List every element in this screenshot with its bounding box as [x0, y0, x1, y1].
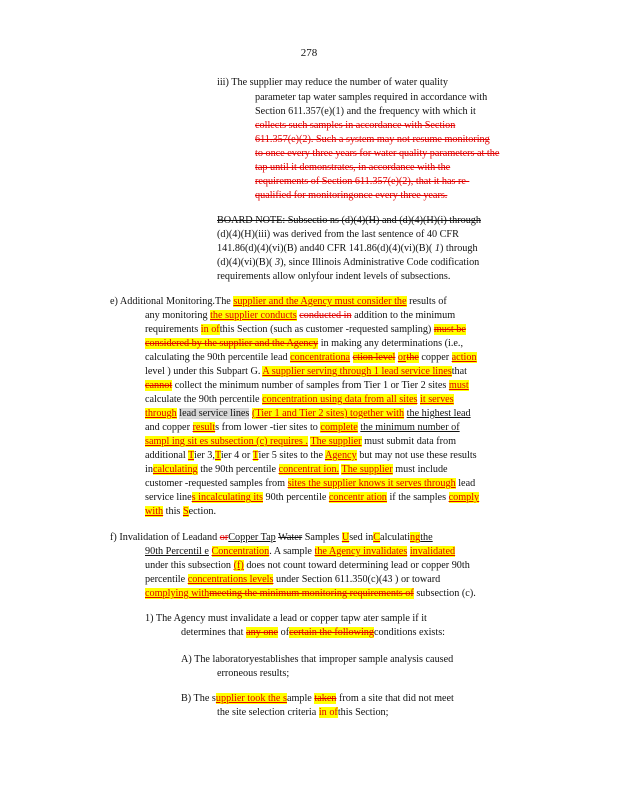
f-line-2: 90th Percentil e Concentration. A sample the Agency invalidates invalidated — [145, 546, 456, 557]
board-note-line-3: 141.86(d)(4)(vi)(B) and40 CFR 141.86(d)(4)(vi)(B)( 1) through — [217, 243, 478, 254]
iii-line-5-deleted: 611.357(e)(2). Such a system may not resume monitoring — [255, 134, 490, 145]
iii-line-8-deleted: requirements of Section 611.357(e)(2), that it has re- — [255, 176, 470, 187]
e-line-10: and copper results from lower -tier sites to complete the minimum number of — [145, 422, 460, 433]
fB-line-1: B) The supplier took the sample taken from a site that did not meet — [181, 693, 454, 704]
e-line-13: incalculating the 90th percentile concentrat ion. The supplier must include — [145, 464, 448, 475]
page-number: 278 — [300, 47, 318, 59]
f1-line-2: determines that any one ofcertain the followingconditions exists: — [181, 627, 445, 638]
e-line-5: calculating the 90th percentile lead concentrationa ction level orthe copper action — [145, 352, 477, 363]
e-line-7: cannot collect the minimum number of samples from Tier 1 or Tier 2 sites must — [145, 380, 469, 391]
fA-line-1: A) The laboratoryestablishes that improper sample analysis caused — [181, 654, 454, 665]
iii-line-3: Section 611.357(e)(1) and the frequency with which it — [255, 106, 476, 117]
fB-line-2: the site selection criteria in ofthis Section; — [217, 707, 389, 718]
f1-line-1: 1) The Agency must invalidate a lead or copper tapw ater sample if it — [145, 613, 427, 624]
e-line-3: requirements in ofthis Section (such as customer -requested sampling) must be — [145, 324, 466, 335]
f-line-4: percentile concentrations levels under Section 611.350(c)(43 ) or toward — [145, 574, 441, 585]
iii-line-4-deleted: collects such samples in accordance with Section — [255, 120, 456, 131]
e-line-1: e) Additional Monitoring.The supplier and the Agency must consider the results of — [110, 296, 447, 307]
e-line-2: any monitoring the supplier conducts conducted in addition to the minimum — [145, 310, 456, 321]
iii-line-1: iii) The supplier may reduce the number of water quality — [217, 77, 448, 88]
iii-line-9-deleted: qualified for monitoringonce every three years. — [255, 190, 448, 201]
board-note-line-2: (d)(4)(H)(iii) was derived from the last sentence of 40 CFR — [217, 229, 459, 240]
e-line-9: through lead service lines (Tier 1 and Tier 2 sites) together with the highest lead — [145, 408, 471, 419]
e-line-8: calculate the 90th percentile concentration using data from all sites it serves — [145, 394, 454, 405]
e-line-11: sampl ing sit es subsection (c) requires . The supplier must submit data from — [145, 436, 457, 447]
f-line-3: under this subsection (f) does not count toward determining lead or copper 90th — [145, 560, 470, 571]
e-line-6: level ) under this Subpart G. A supplier serving through 1 lead service linesthat — [145, 366, 467, 377]
e-line-14: customer -requested samples from sites the supplier knows it serves through lead — [145, 478, 476, 489]
f-line-5: complying withmeeting the minimum monitoring requirements of subsection (c). — [145, 588, 476, 599]
e-line-16: with this Section. — [145, 506, 217, 517]
e-line-12: additional Tier 3,Tier 4 or Tier 5 sites to the Agency but may not use these results — [145, 450, 477, 461]
e-line-4: considered by the supplier and the Agency in making any determinations (i.e., — [145, 338, 463, 349]
f-line-1: f) Invalidation of Leadand orCopper Tap Water Samples Used inCalculatingthe — [110, 532, 433, 543]
board-note-line-5: requirements allow onlyfour indent levels of subsections. — [217, 271, 451, 282]
iii-line-2: parameter tap water samples required in accordance with — [255, 92, 488, 103]
e-line-15: service lines incalculating its 90th percentile concentr ation if the samples comply — [145, 492, 480, 503]
fA-line-2: erroneous results; — [217, 668, 290, 679]
iii-line-7-deleted: tap until it demonstrates, in accordance with the — [255, 162, 451, 173]
board-note-line-1: BOARD NOTE: Subsectio ns (d)(4)(H) and (d)(4)(H)(i) through — [217, 215, 481, 226]
board-note-line-4: (d)(4)(vi)(B)( 3), since Illinois Administrative Code codification — [217, 257, 480, 268]
iii-line-6-deleted: to once every three years for water quality parameters at the — [255, 148, 500, 159]
